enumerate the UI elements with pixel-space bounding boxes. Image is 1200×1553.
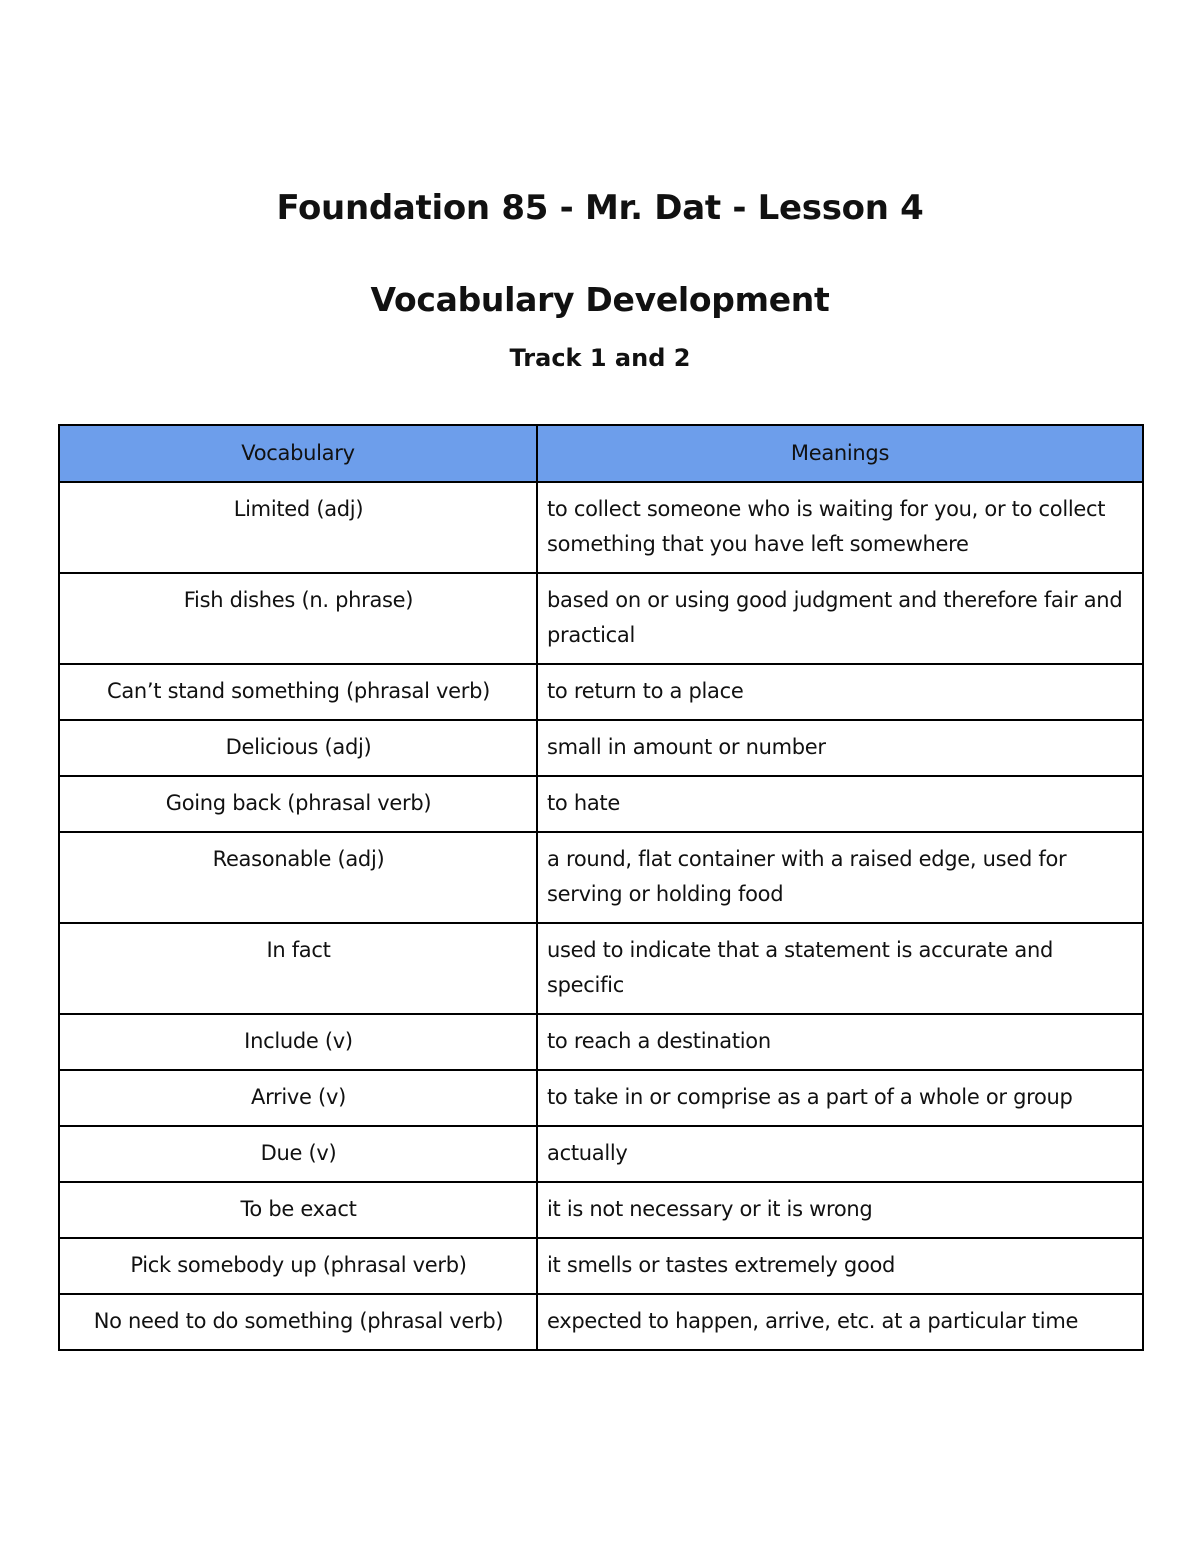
section-title: Vocabulary Development: [370, 280, 830, 319]
table-row: [59, 1014, 1143, 1070]
table-row: [59, 923, 1143, 1014]
table-header-row: [59, 425, 1143, 482]
meaning-cell: actually: [537, 1126, 1143, 1182]
table-row: [59, 573, 1143, 664]
vocabulary-cell: Pick somebody up (phrasal verb): [59, 1238, 537, 1294]
meaning-cell: small in amount or number: [537, 720, 1143, 776]
track-label: Track 1 and 2: [509, 344, 691, 372]
vocabulary-cell: Going back (phrasal verb): [59, 776, 537, 832]
table-row: [59, 1070, 1143, 1126]
table-row: [59, 664, 1143, 720]
table-row: [59, 832, 1143, 923]
column-header-meanings: Meanings: [537, 425, 1143, 482]
vocabulary-cell: Due (v): [59, 1126, 537, 1182]
vocabulary-cell: Limited (adj): [59, 482, 537, 573]
meaning-cell: to hate: [537, 776, 1143, 832]
table-row: [59, 1238, 1143, 1294]
vocabulary-cell: In fact: [59, 923, 537, 1014]
table-row: [59, 1182, 1143, 1238]
meaning-cell: based on or using good judgment and therefore fair and practical: [537, 573, 1143, 664]
meaning-cell: it is not necessary or it is wrong: [537, 1182, 1143, 1238]
vocabulary-cell: Include (v): [59, 1014, 537, 1070]
column-header-vocabulary: Vocabulary: [59, 425, 537, 482]
meaning-cell: expected to happen, arrive, etc. at a particular time: [537, 1294, 1143, 1350]
meaning-cell: to take in or comprise as a part of a whole or group: [537, 1070, 1143, 1126]
vocabulary-cell: To be exact: [59, 1182, 537, 1238]
vocabulary-cell: Reasonable (adj): [59, 832, 537, 923]
table-row: [59, 776, 1143, 832]
vocabulary-cell: Delicious (adj): [59, 720, 537, 776]
meaning-cell: a round, flat container with a raised edge, used for serving or holding food: [537, 832, 1143, 923]
table-row: [59, 482, 1143, 573]
vocabulary-table: [58, 424, 1144, 1351]
vocabulary-cell: Arrive (v): [59, 1070, 537, 1126]
meaning-cell: to return to a place: [537, 664, 1143, 720]
vocabulary-cell: Fish dishes (n. phrase): [59, 573, 537, 664]
meaning-cell: to reach a destination: [537, 1014, 1143, 1070]
vocabulary-cell: Can’t stand something (phrasal verb): [59, 664, 537, 720]
page-title: Foundation 85 - Mr. Dat - Lesson 4: [276, 188, 924, 228]
meaning-cell: used to indicate that a statement is accurate and specific: [537, 923, 1143, 1014]
table-row: [59, 1294, 1143, 1350]
vocabulary-cell: No need to do something (phrasal verb): [59, 1294, 537, 1350]
table-row: [59, 720, 1143, 776]
table-row: [59, 1126, 1143, 1182]
meaning-cell: to collect someone who is waiting for you, or to collect something that you have left somewhere: [537, 482, 1143, 573]
meaning-cell: it smells or tastes extremely good: [537, 1238, 1143, 1294]
